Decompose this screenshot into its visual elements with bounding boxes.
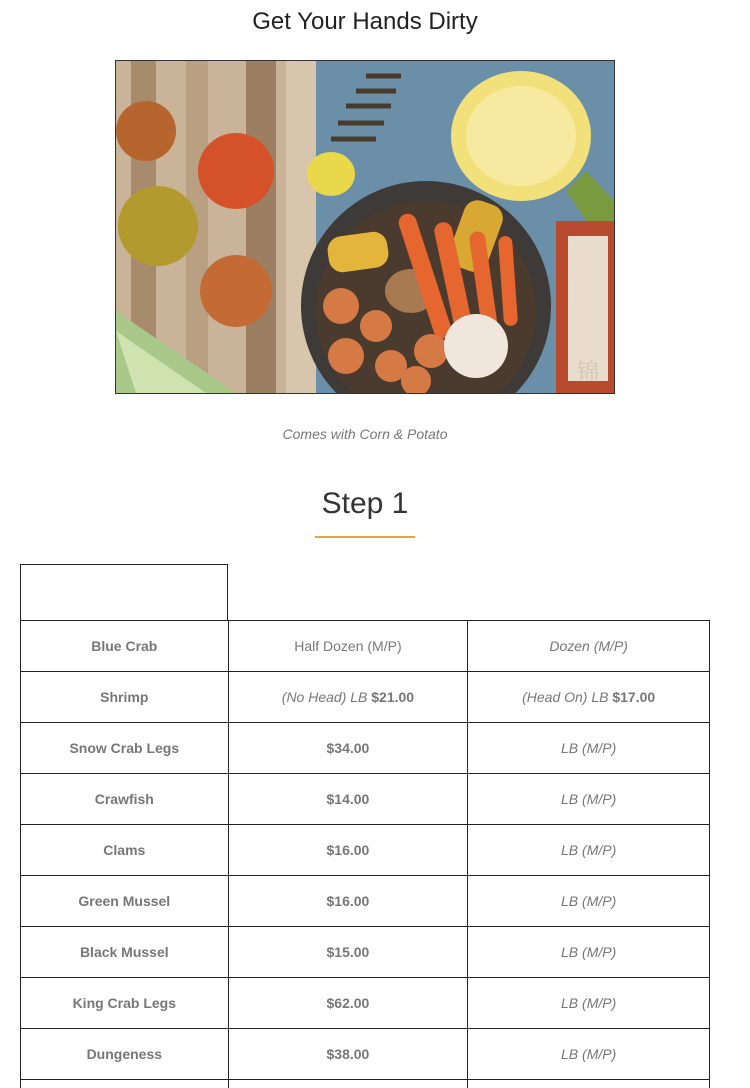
- table-row: [21, 978, 710, 1029]
- price-value: $16.00: [228, 876, 468, 927]
- item-name: Blue Crab: [21, 621, 229, 672]
- watermark: 锦: [576, 360, 600, 385]
- table-row: [21, 825, 710, 876]
- price-value: $62.00: [228, 978, 468, 1029]
- item-name: Black Mussel: [21, 927, 229, 978]
- table-row: [21, 672, 710, 723]
- table-row: [21, 876, 710, 927]
- price-value: $21.00: [371, 689, 415, 705]
- item-name: Green Mussel: [21, 876, 229, 927]
- price-note: LB (M/P): [468, 978, 710, 1029]
- hero-image: [115, 60, 615, 394]
- price-cell-1: [228, 621, 468, 672]
- table-row: [21, 1029, 710, 1080]
- table-header-blank-cell: [20, 564, 228, 621]
- price-value: $15.00: [228, 927, 468, 978]
- price-note: (No Head) LB: [281, 689, 368, 705]
- image-caption: Comes with Corn & Potato: [282, 426, 448, 442]
- item-name: Dungeness: [21, 1029, 229, 1080]
- menu-table: [20, 620, 710, 1088]
- price-value: $16.00: [228, 825, 468, 876]
- price-value: $17.00: [612, 689, 656, 705]
- seafood-boil-photo: [116, 61, 614, 393]
- price-note: LB (M/P): [468, 723, 710, 774]
- price-cell-2: [468, 672, 710, 723]
- step-title: Step 1: [321, 487, 409, 520]
- item-name: Shrimp: [21, 672, 229, 723]
- price-value: $34.00: [228, 723, 468, 774]
- price-note: Half Dozen (M/P): [294, 638, 402, 654]
- price-cell-2: [468, 621, 710, 672]
- page-title: Get Your Hands Dirty: [252, 8, 478, 35]
- table-row: [21, 927, 710, 978]
- item-name: Snow Crab Legs: [21, 723, 229, 774]
- table-row-partial: [21, 1080, 710, 1088]
- price-note: LB (M/P): [468, 825, 710, 876]
- price-note: LB (M/P): [468, 1029, 710, 1080]
- price-note: (Head On) LB: [522, 689, 609, 705]
- price-value: $38.00: [228, 1029, 468, 1080]
- price-note: LB (M/P): [468, 876, 710, 927]
- price-value: $14.00: [228, 774, 468, 825]
- item-name: Clams: [21, 825, 229, 876]
- price-cell-1: [228, 672, 468, 723]
- price-note: Dozen (M/P): [549, 638, 628, 654]
- table-row: [21, 774, 710, 825]
- price-note: LB (M/P): [468, 927, 710, 978]
- item-name: Crawfish: [21, 774, 229, 825]
- table-row: [21, 621, 710, 672]
- step-underline: [315, 536, 415, 538]
- item-name: King Crab Legs: [21, 978, 229, 1029]
- price-note: LB (M/P): [468, 774, 710, 825]
- table-row: [21, 723, 710, 774]
